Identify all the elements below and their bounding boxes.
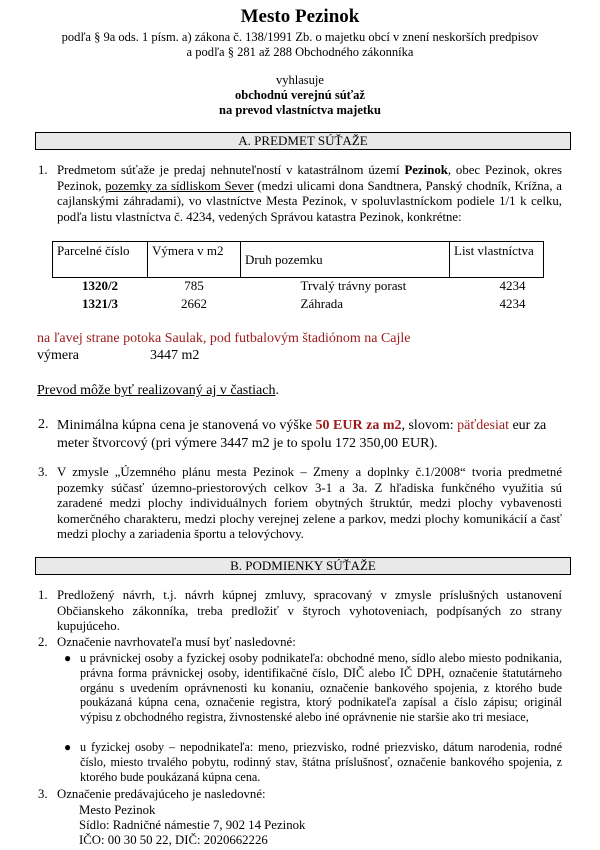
contest-purpose: na prevod vlastníctva majetku [219, 103, 381, 117]
item-number: 1. [38, 163, 48, 177]
section-b-heading: B. PODMIENKY SÚŤAŽE [35, 557, 571, 575]
location-description: na ľavej strane potoka Saulak, pod futbalovým štadiónom na Cajle [37, 331, 411, 346]
page-title: Mesto Pezinok [240, 6, 360, 27]
seller-name: Mesto Pezinok [79, 803, 156, 817]
price-paragraph: Minimálna kúpna cena je stanovená vo výške 50 EUR za m2, slovom: päťdesiat eur za meter štvorcový (pri výmere 3447 m2 je to spolu 172 350,00 EUR). [57, 418, 547, 451]
bidder-intro: Označenie navrhovateľa musí byť nasledovné: [57, 635, 296, 649]
section-a-heading: A. PREDMET SÚŤAŽE [35, 132, 571, 150]
item-number: 2. [38, 635, 48, 649]
legal-basis-line-1: podľa § 9a ods. 1 písm. a) zákona č. 138/1991 Zb. o majetku obcí v znení neskorších predpisov [61, 30, 539, 44]
bullet-natural-person: u fyzickej osoby – nepodnikateľa: meno, priezvisko, rodné priezvisko, dátum narodenia, rodné číslo, miesto trvalého pobytu, rodinný stav, štátna príslušnosť, označenie bankového spojenia, z ktorého bude poukázaná kúpna cena. [80, 740, 562, 784]
item-number: 3. [38, 787, 48, 801]
contest-type: obchodnú verejnú súťaž [235, 88, 365, 102]
item-number: 3. [38, 465, 48, 479]
area-label: výmera [37, 348, 79, 363]
table-row: 1321/3 2662 Záhrada 4234 [81, 295, 526, 311]
header-parcel: Parcelné číslo [53, 242, 148, 278]
legal-basis-line-2: a podľa § 281 až 288 Obchodného zákonníka [186, 45, 414, 59]
parts-note: Prevod môže byť realizovaný aj v častiach. [37, 383, 279, 398]
seller-address: Sídlo: Radničné námestie 7, 902 14 Pezinok [79, 818, 306, 832]
header-lv: List vlastníctva [450, 242, 544, 278]
subject-paragraph: Predmetom súťaže je predaj nehnuteľností v katastrálnom území Pezinok, obec Pezinok, okres Pezinok, pozemky za sídliskom Sever (medzi ulicami dona Sandtnera, Panský chodník, Krížna, a cajlanskými záhradami), vo vlastníctve Mesta Pezinok, v spoluvlastníckom podiele 1/1 k celku, podľa listu vlastníctva č. 4234, vedených Správou katastra Pezinok, konkrétne: [57, 163, 562, 224]
header-type: Druh pozemku [241, 242, 450, 278]
minimum-price: 50 EUR za m2 [315, 418, 402, 433]
table-row: 1320/2 785 Trvalý trávny porast 4234 [81, 278, 526, 293]
bullet-icon: ● [64, 651, 72, 665]
location-name: pozemky za sídliskom Sever [105, 178, 254, 193]
parcel-table [52, 241, 544, 314]
cadastral-area: Pezinok [404, 163, 448, 177]
item-number: 2. [38, 417, 49, 432]
bullet-legal-entity: u právnickej osoby a fyzickej osoby podnikateľa: obchodné meno, sídlo alebo miesto podnikania, právna forma právnickej osoby, identifikačné číslo, DIČ alebo IČ DPH, označenie štatutárneho orgánu s uvedením oprávnenosti ku konaniu, označenie bankového spojenia, z ktorého bude poukázaná kúpna cena, označenie registra, ktorý podnikateľa zapísal a číslo zápisu; originál výpisu z obchodného registra, živnostenské alebo iné oprávnenie nie staršie ako tri mesiace, [80, 651, 562, 725]
zoning-paragraph: V zmysle „Územného plánu mesta Pezinok – Zmeny a doplnky č.1/2008“ tvoria predmetné pozemky súčasť územno-priestorových celkov 3-1 a 3a. Z hľadiska funkčného využitia sú zaradené medzi plochy individuálnych foriem obytných štruktúr, medzi plochy vybavenosti komerčného charakteru, medzi plochy verejnej zelene a parkov, medzi plochy komunikácií a časť medzi plochy a zariadenia športu a telovýchovy. [57, 465, 562, 542]
bullet-icon: ● [64, 740, 72, 754]
header-area: Výmera v m2 [148, 242, 241, 278]
seller-ids: IČO: 00 30 50 22, DIČ: 2020662226 [79, 833, 268, 847]
seller-intro: Označenie predávajúceho je nasledovné: [57, 787, 266, 801]
price-words: päťdesiat [457, 418, 509, 433]
proposal-paragraph: Predložený návrh, t.j. návrh kúpnej zmluvy, spracovaný v zmysle príslušných ustanovení Občianskeho zákonníka, treba predložiť v štyroch vyhotoveniach, podpísaných zo strany kupujúceho. [57, 588, 562, 634]
item-number: 1. [38, 588, 48, 602]
announce-text: vyhlasuje [276, 73, 324, 87]
area-value: 3447 m2 [150, 348, 200, 363]
